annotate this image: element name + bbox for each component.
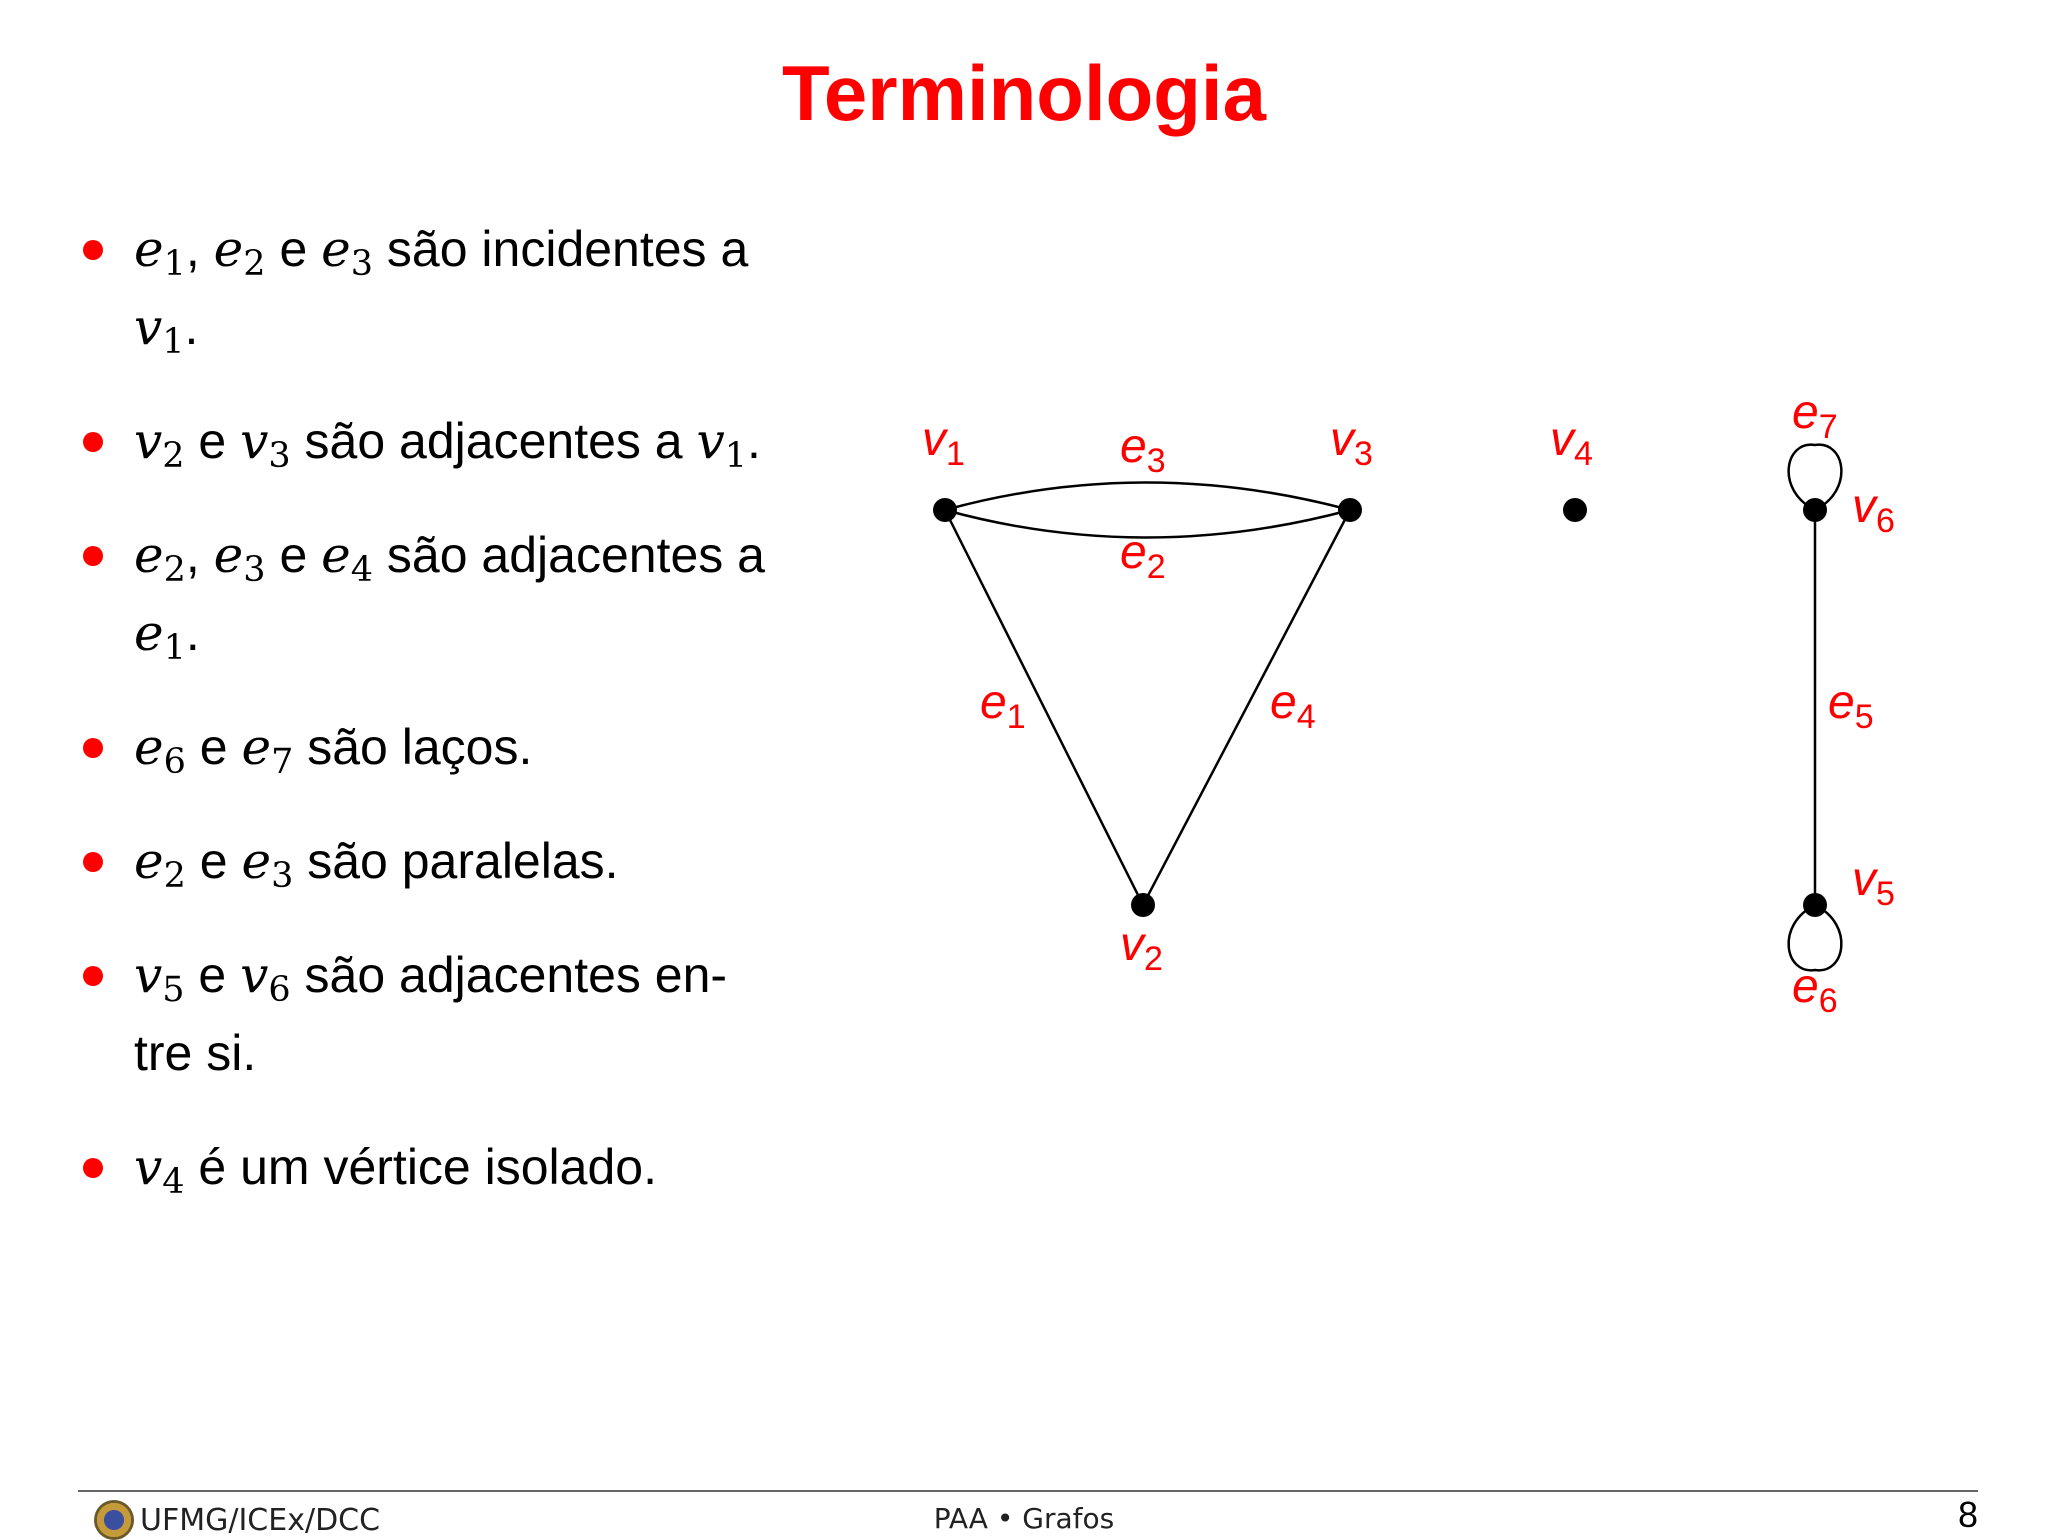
label-e5: $e_5$ xyxy=(1828,676,1874,736)
edge-e4 xyxy=(1143,510,1350,905)
vertex-v3 xyxy=(1338,498,1362,522)
text: são paralelas. xyxy=(293,833,619,889)
text: e xyxy=(184,413,241,469)
math-v4: $v_4$ xyxy=(134,1138,185,1202)
math-e6: $e_6$ xyxy=(134,718,186,782)
vertex-v1 xyxy=(933,498,957,522)
label-e3: $e_3$ xyxy=(1120,420,1166,480)
vertex-v2 xyxy=(1131,893,1155,917)
edge-e3 xyxy=(945,483,1350,511)
math-e3: $e_3$ xyxy=(213,526,266,590)
math-e3: $e_3$ xyxy=(241,832,294,896)
label-e6: $e_6$ xyxy=(1792,960,1838,1020)
text: e xyxy=(185,719,242,775)
text: . xyxy=(184,299,199,355)
text: e xyxy=(265,221,322,277)
label-v2: $v_2$ xyxy=(1120,918,1163,978)
math-e3: $e_3$ xyxy=(321,220,374,284)
text: são incidentes a xyxy=(373,221,749,277)
text: é um vértice isolado. xyxy=(184,1139,657,1195)
text: e xyxy=(185,833,242,889)
text: . xyxy=(747,413,761,469)
math-v1: $v_1$ xyxy=(134,298,185,362)
vertex-v5 xyxy=(1803,893,1827,917)
math-e7: $e_7$ xyxy=(241,718,294,782)
vertex-v6 xyxy=(1803,498,1827,522)
text: tre si. xyxy=(134,1025,257,1081)
label-e2: $e_2$ xyxy=(1120,526,1166,586)
footer-institution: UFMG/ICEx/DCC xyxy=(140,1502,381,1538)
vertex-v4 xyxy=(1563,498,1587,522)
footer-course: PAA • Grafos xyxy=(933,1502,1115,1535)
text: e xyxy=(184,947,241,1003)
text: . xyxy=(185,605,200,661)
math-e1: $e_1$ xyxy=(134,220,186,284)
text: são adjacentes en- xyxy=(290,947,728,1003)
math-e2: $e_2$ xyxy=(134,526,186,590)
math-e2: $e_2$ xyxy=(134,832,186,896)
label-e7: $e_7$ xyxy=(1792,386,1838,446)
text: , xyxy=(185,221,214,277)
math-v5: $v_5$ xyxy=(134,946,185,1010)
label-v5: $v_5$ xyxy=(1852,853,1895,913)
label-v1: $v_1$ xyxy=(922,413,965,473)
label-v6: $v_6$ xyxy=(1852,480,1895,540)
page-number: 8 xyxy=(1957,1494,1978,1535)
text: são adjacentes a xyxy=(290,413,697,469)
footer-divider xyxy=(78,1490,1978,1492)
label-v3: $v_3$ xyxy=(1330,413,1373,473)
label-e4: $e_4$ xyxy=(1270,676,1316,736)
math-v6: $v_6$ xyxy=(240,946,291,1010)
math-v2: $v_2$ xyxy=(134,412,185,476)
page-title: Terminologia xyxy=(782,49,1266,137)
label-v4: $v_4$ xyxy=(1550,413,1593,473)
math-e4: $e_4$ xyxy=(321,526,374,590)
edge-e2 xyxy=(945,510,1350,538)
math-v3: $v_3$ xyxy=(240,412,291,476)
text: são adjacentes a xyxy=(373,527,765,583)
text: e xyxy=(265,527,322,583)
label-e1: $e_1$ xyxy=(980,676,1026,736)
math-e1: $e_1$ xyxy=(134,604,186,668)
math-v1: $v_1$ xyxy=(696,412,748,476)
edge-e1 xyxy=(945,510,1143,905)
text: , xyxy=(185,527,214,583)
math-e2: $e_2$ xyxy=(213,220,266,284)
text: são laços. xyxy=(293,719,533,775)
